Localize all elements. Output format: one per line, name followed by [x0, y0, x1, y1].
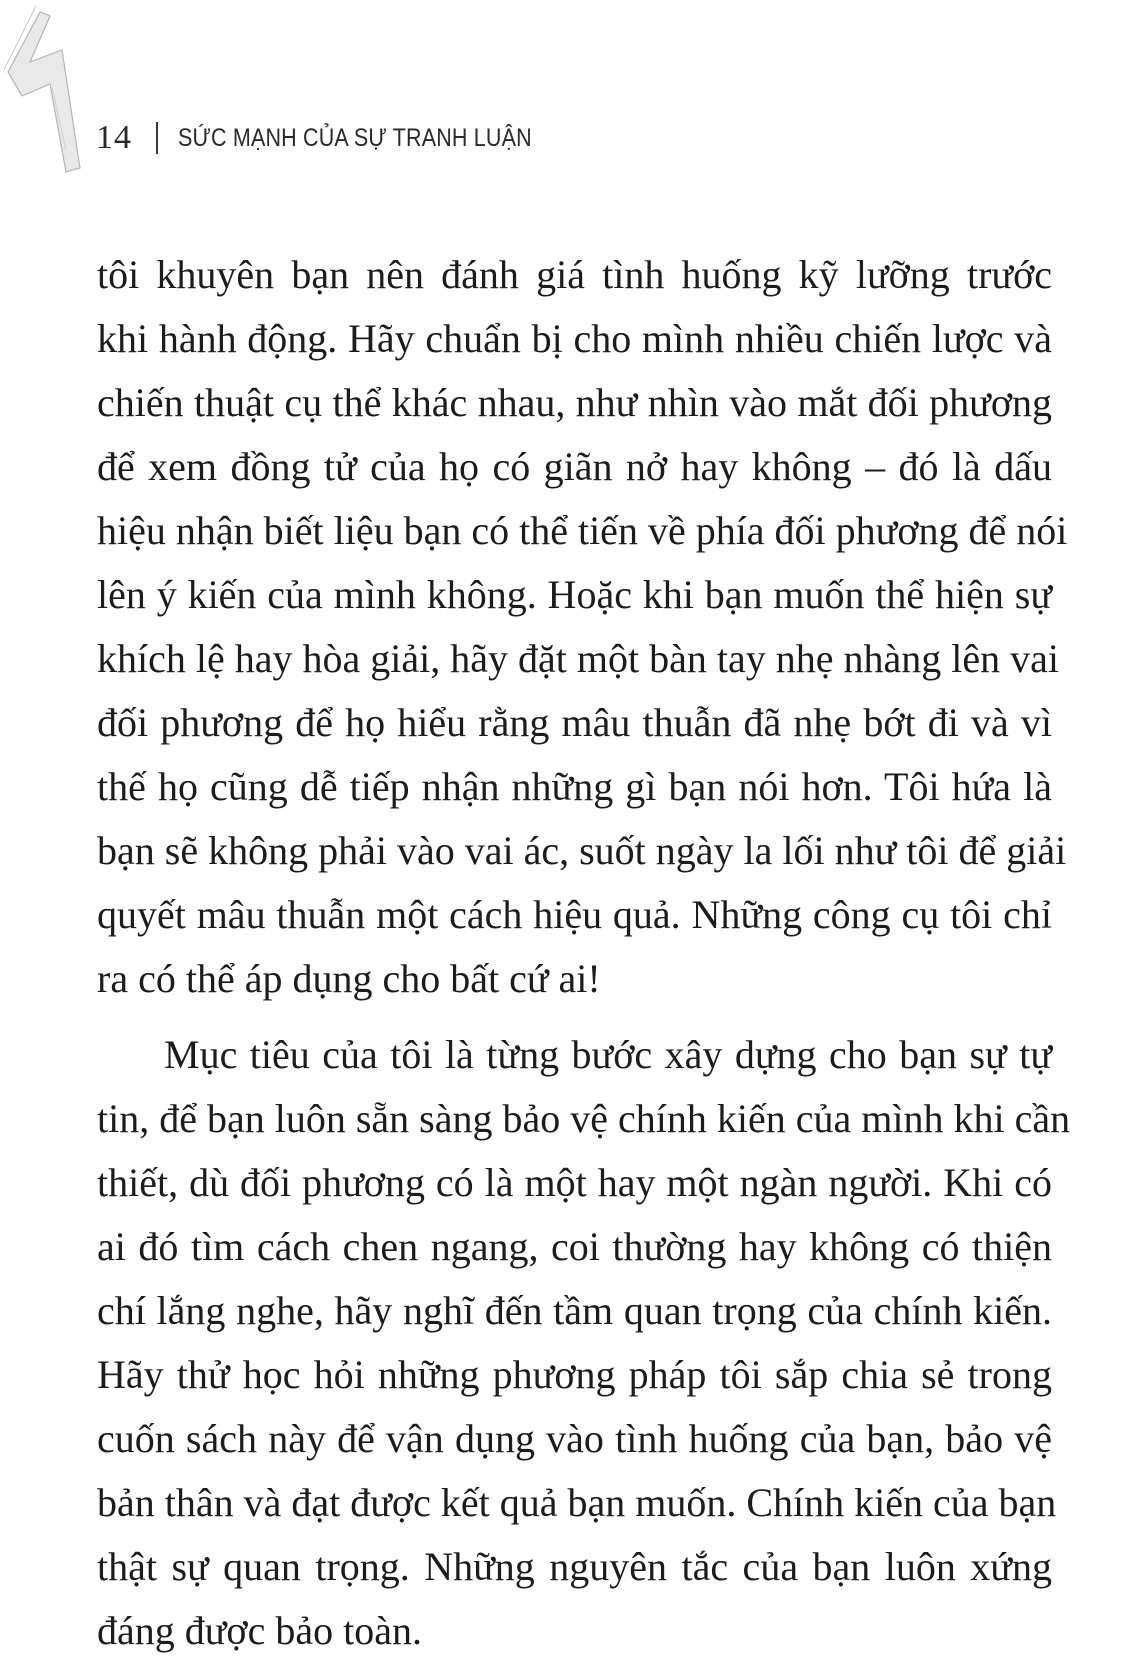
- text-line: tôi khuyên bạn nên đánh giá tình huống kỹ lưỡng trước: [97, 252, 1052, 297]
- body-text: [97, 243, 1071, 1663]
- paragraph: [97, 1023, 1071, 1663]
- text-line: chiến thuật cụ thể khác nhau, như nhìn vào mắt đối phương: [97, 380, 1052, 425]
- text-line: Hãy thử học hỏi những phương pháp tôi sắp chia sẻ trong: [97, 1352, 1052, 1397]
- text-line: đáng được bảo toàn.: [97, 1608, 422, 1653]
- paragraph: [97, 243, 1068, 1011]
- text-line: bản thân và đạt được kết quả bạn muốn. Chính kiến của bạn: [97, 1480, 1057, 1525]
- text-line: khích lệ hay hòa giải, hãy đặt một bàn tay nhẹ nhàng lên vai: [97, 636, 1059, 681]
- text-line: để xem đồng tử của họ có giãn nở hay không – đó là dấu: [97, 444, 1052, 489]
- text-line: ai đó tìm cách chen ngang, coi thường hay không có thiện: [97, 1224, 1052, 1269]
- header-divider: [156, 122, 158, 154]
- text-line: hiệu nhận biết liệu bạn có thể tiến về phía đối phương để nói: [97, 508, 1068, 553]
- paragraph-gap: [97, 1011, 1052, 1023]
- page-number: 14: [96, 119, 132, 156]
- text-line: tin, để bạn luôn sẵn sàng bảo vệ chính kiến của mình khi cần: [97, 1096, 1071, 1141]
- running-header: [96, 118, 589, 158]
- running-title: SỨC MẠNH CỦA SỰ TRANH LUẬN: [177, 123, 532, 152]
- text-line: Mục tiêu của tôi là từng bước xây dựng cho bạn sự tự: [164, 1032, 1052, 1077]
- corner-ornament-icon: [0, 0, 90, 180]
- text-line: chí lắng nghe, hãy nghĩ đến tầm quan trọng của chính kiến.: [97, 1288, 1052, 1333]
- text-line: ra có thể áp dụng cho bất cứ ai!: [97, 956, 601, 1001]
- text-line: lên ý kiến của mình không. Hoặc khi bạn muốn thể hiện sự: [97, 572, 1052, 617]
- text-line: thật sự quan trọng. Những nguyên tắc của bạn luôn xứng: [97, 1544, 1052, 1589]
- text-line: thiết, dù đối phương có là một hay một ngàn người. Khi có: [97, 1160, 1052, 1205]
- text-line: đối phương để họ hiểu rằng mâu thuẫn đã nhẹ bớt đi và vì: [97, 700, 1052, 745]
- text-line: bạn sẽ không phải vào vai ác, suốt ngày la lối như tôi để giải: [97, 828, 1067, 873]
- text-line: cuốn sách này để vận dụng vào tình huống của bạn, bảo vệ: [97, 1416, 1052, 1461]
- text-line: thế họ cũng dễ tiếp nhận những gì bạn nói hơn. Tôi hứa là: [97, 764, 1052, 809]
- text-line: khi hành động. Hãy chuẩn bị cho mình nhiều chiến lược và: [97, 316, 1052, 361]
- text-line: quyết mâu thuẫn một cách hiệu quả. Những công cụ tôi chỉ: [97, 892, 1052, 937]
